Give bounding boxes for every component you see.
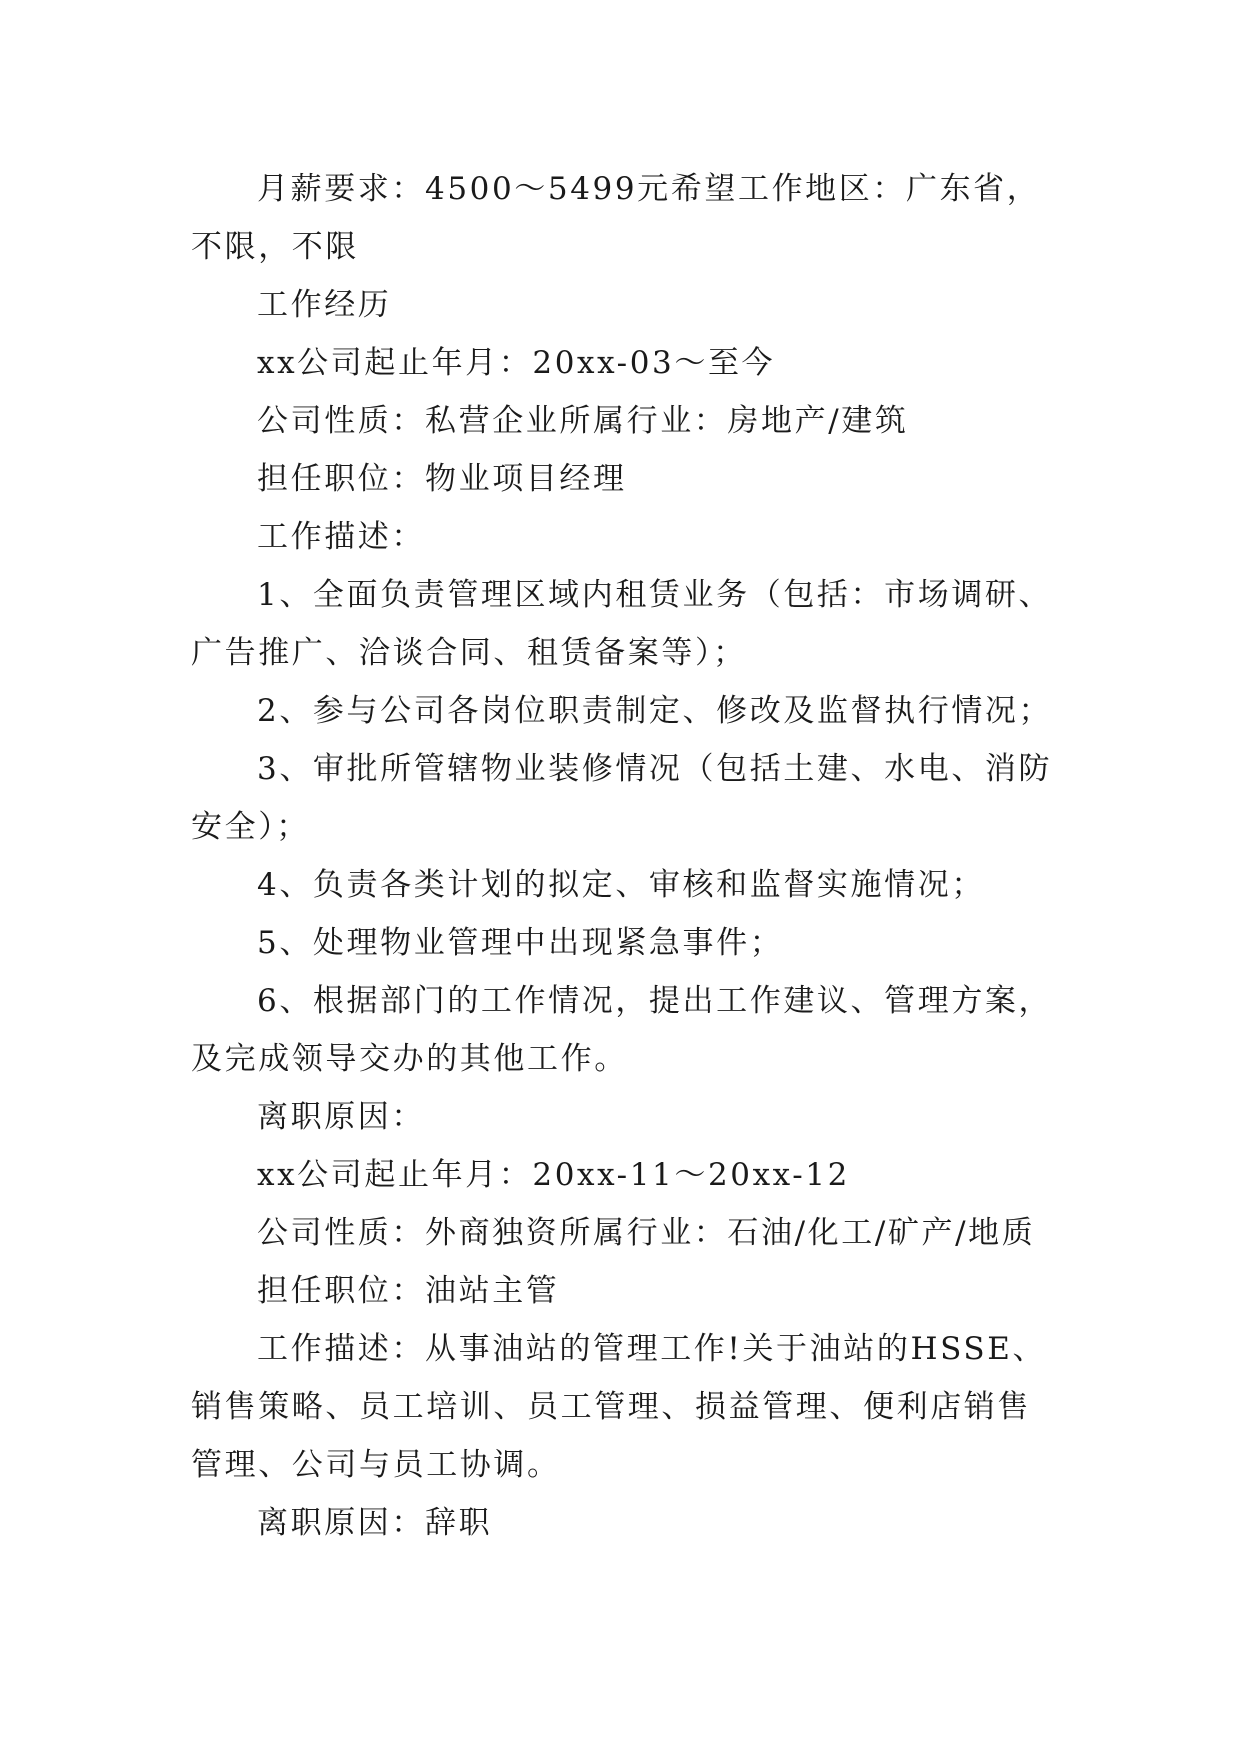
duty-item-6: 6、根据部门的工作情况，提出工作建议、管理方案，及完成领导交办的其他工作。 <box>191 983 1053 1077</box>
company-2-period: xx公司起止年月：20xx-11～20xx-12 <box>257 1157 850 1193</box>
company-1-position: 担任职位：物业项目经理 <box>257 461 627 497</box>
company-1-leaving-reason: 离职原因： <box>257 1099 425 1135</box>
company-1-nature: 公司性质：私营企业所属行业：房地产/建筑 <box>257 403 909 439</box>
company-2-leaving-reason: 离职原因：辞职 <box>257 1505 493 1541</box>
salary-expectation-paragraph: 月薪要求：4500～5499元希望工作地区：广东省，不限，不限 <box>191 171 1041 265</box>
document-body <box>191 160 1057 1552</box>
duty-item-1: 1、全面负责管理区域内租赁业务（包括：市场调研、广告推广、洽谈合同、租赁备案等）； <box>191 577 1053 671</box>
duty-item-4: 4、负责各类计划的拟定、审核和监督实施情况； <box>257 867 985 903</box>
work-experience-heading: 工作经历 <box>257 287 392 323</box>
duty-item-5: 5、处理物业管理中出现紧急事件； <box>257 925 784 961</box>
company-2-description: 工作描述：从事油站的管理工作!关于油站的HSSE、销售策略、员工培训、员工管理、损益管理、便利店销售管理、公司与员工协调。 <box>191 1331 1047 1483</box>
company-1-description-label: 工作描述： <box>257 519 425 555</box>
duty-item-3: 3、审批所管辖物业装修情况（包括土建、水电、消防安全）； <box>191 751 1053 845</box>
company-2-nature: 公司性质：外商独资所属行业：石油/化工/矿产/地质 <box>257 1215 1036 1251</box>
company-2-position: 担任职位：油站主管 <box>257 1273 560 1309</box>
company-1-period: xx公司起止年月：20xx-03～至今 <box>257 345 776 381</box>
duty-item-2: 2、参与公司各岗位职责制定、修改及监督执行情况； <box>257 693 1053 729</box>
